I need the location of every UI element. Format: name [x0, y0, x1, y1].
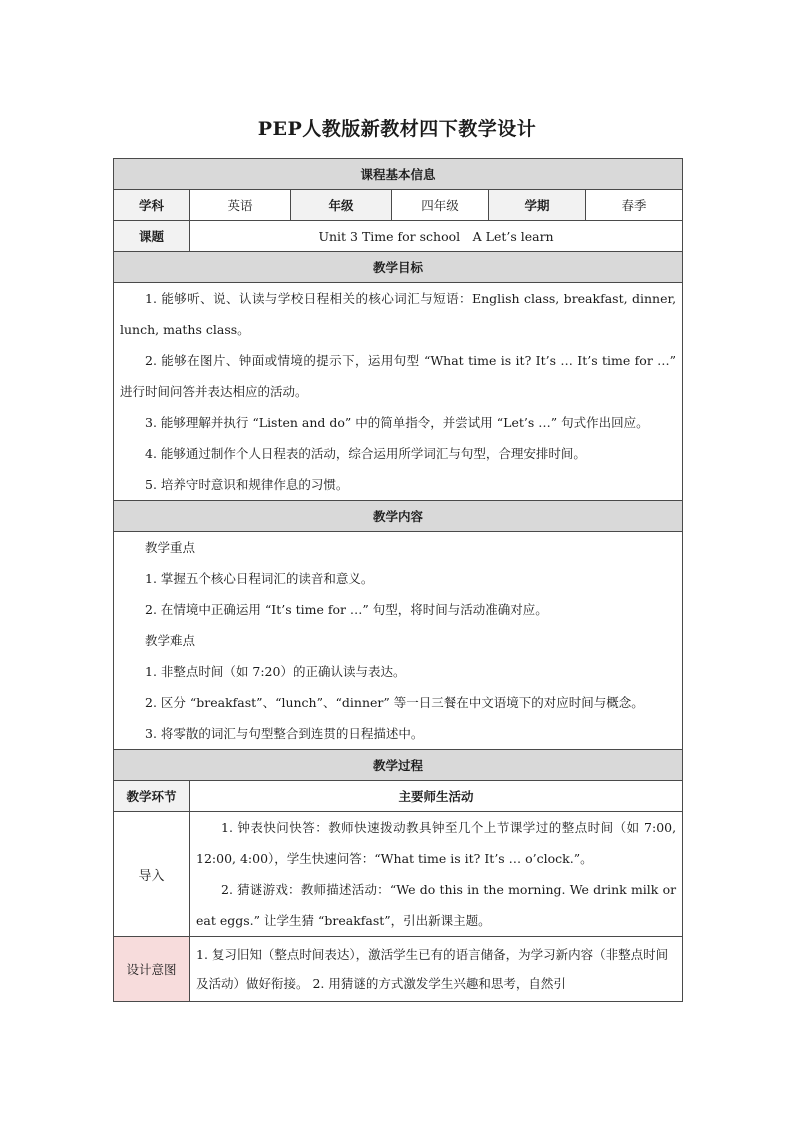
- goal-item: 1. 能够听、说、认读与学校日程相关的核心词汇与短语：English class, breakfast, dinner, lunch, maths class。: [120, 291, 677, 337]
- term-value: 春季: [586, 190, 683, 221]
- process-columns-row: [114, 781, 683, 812]
- activities-column-header: 主要师生活动: [190, 781, 683, 812]
- content-body: [114, 532, 683, 750]
- basic-info-header-row: [114, 159, 683, 190]
- difficult-points-label: 教学难点: [145, 633, 196, 648]
- topic-row: [114, 221, 683, 252]
- difficult-point-item: 2. 区分 “breakfast”、“lunch”、“dinner” 等一日三餐在中文语境下的对应时间与概念。: [145, 695, 644, 710]
- key-points-label: 教学重点: [145, 540, 196, 555]
- term-label: 学期: [489, 190, 586, 221]
- goals-body: [114, 283, 683, 501]
- grade-label: 年级: [291, 190, 392, 221]
- subject-value: 英语: [190, 190, 291, 221]
- grade-value: 四年级: [392, 190, 489, 221]
- design-intent-label: 设计意图: [114, 937, 190, 1002]
- basic-info-header: 课程基本信息: [114, 159, 683, 190]
- goal-item: 4. 能够通过制作个人日程表的活动，综合运用所学词汇与句型，合理安排时间。: [145, 446, 586, 461]
- design-intent-text: 1. 复习旧知（整点时间表达），激活学生已有的语言储备，为学习新内容（非整点时间及活动）做好衔接。 2. 用猜谜的方式激发学生兴趣和思考，自然引: [190, 937, 683, 1002]
- activity-item: 2. 猜谜游戏：教师描述活动：“We do this in the morning. We drink milk or eat eggs.” 让学生猜 “breakfast”，引出新课主题。: [196, 882, 677, 928]
- subject-label: 学科: [114, 190, 190, 221]
- process-header-row: [114, 750, 683, 781]
- activity-item: 1. 钟表快问快答：教师快速拨动教具钟至几个上节课学过的整点时间（如 7:00, 12:00, 4:00），学生快速问答：“What time is it? It’s … o’clock.”。: [196, 820, 677, 866]
- design-intent-row: [114, 937, 683, 1002]
- page-title: PEP人教版新教材四下教学设计: [257, 118, 537, 140]
- process-row: [114, 812, 683, 937]
- difficult-point-item: 1. 非整点时间（如 7:20）的正确认读与表达。: [145, 664, 406, 679]
- stage-column-header: 教学环节: [114, 781, 190, 812]
- stage-name: 导入: [114, 812, 190, 937]
- topic-label: 课题: [114, 221, 190, 252]
- content-header-row: [114, 501, 683, 532]
- basic-info-row: [114, 190, 683, 221]
- difficult-point-item: 3. 将零散的词汇与句型整合到连贯的日程描述中。: [145, 726, 424, 741]
- goals-row: [114, 283, 683, 501]
- key-point-item: 2. 在情境中正确运用 “It’s time for …” 句型，将时间与活动准确对应。: [145, 602, 548, 617]
- goal-item: 3. 能够理解并执行 “Listen and do” 中的简单指令，并尝试用 “Let’s …” 句式作出回应。: [145, 415, 649, 430]
- goal-item: 2. 能够在图片、钟面或情境的提示下，运用句型 “What time is it? It’s … It’s time for …” 进行时间问答并表达相应的活动。: [120, 353, 677, 399]
- content-header: 教学内容: [114, 501, 683, 532]
- lesson-plan-table: [113, 158, 683, 1002]
- content-row: [114, 532, 683, 750]
- topic-value: Unit 3 Time for school A Let’s learn: [190, 221, 683, 252]
- goals-header-row: [114, 252, 683, 283]
- stage-activities: [190, 812, 683, 937]
- goals-header: 教学目标: [114, 252, 683, 283]
- goal-item: 5. 培养守时意识和规律作息的习惯。: [145, 477, 349, 492]
- process-header: 教学过程: [114, 750, 683, 781]
- key-point-item: 1. 掌握五个核心日程词汇的读音和意义。: [145, 571, 374, 586]
